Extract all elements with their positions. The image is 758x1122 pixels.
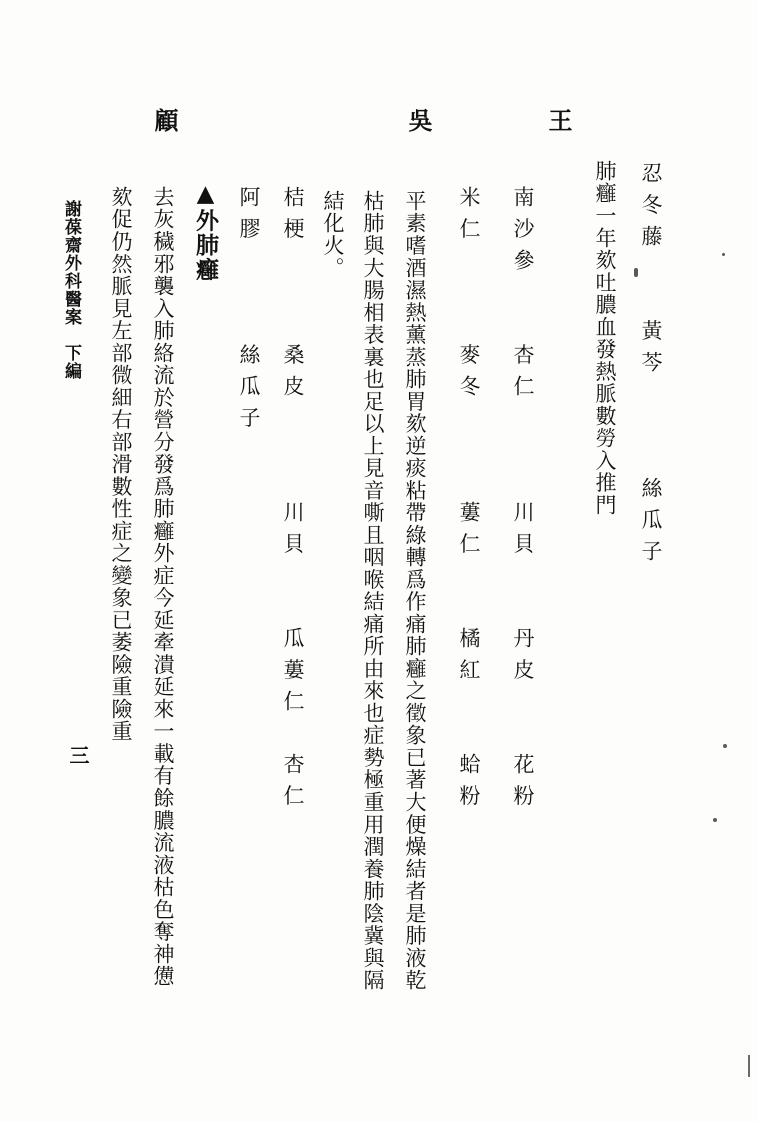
case-wu-text-line-2: 枯肺與大腸相表裏也足以上見音嘶且咽喉結痛所由來也症勢極重用潤養肺陰冀與隔 — [361, 190, 385, 992]
scan-speck — [634, 268, 638, 277]
margin-edge-mark — [748, 1055, 750, 1077]
running-title-footer: 謝葆齋外科醫案 下編 — [61, 200, 81, 381]
patient-label-wu: 吳 — [404, 108, 433, 134]
section-heading-external-lung-abscess: ▲外肺癰 — [192, 180, 219, 282]
case-wang-formula: 忍冬藤 黃芩 絲瓜子 — [639, 162, 663, 572]
scan-speck — [723, 744, 727, 748]
case-gu-text-line-1: 去灰穢邪襲入肺絡流於營分發爲肺癰外症今延牽潰延來一載有餘膿流液枯色奪神憊 — [151, 186, 175, 988]
case-wu-formula-line-1: 南沙參 杏仁 川貝 丹皮 花粉 — [511, 186, 535, 816]
patient-label-wang: 王 — [544, 108, 573, 134]
case-wang-text-line-1: 肺癰一年欬吐膿血發熱脈數勞入推門 — [593, 160, 617, 517]
scan-speck — [722, 253, 725, 256]
patient-label-gu: 顧 — [150, 108, 179, 134]
case-gu-formula-line-2: 阿膠 絲瓜子 — [237, 186, 261, 438]
case-wu-formula-line-2: 米仁 麥冬 蔞仁 橘紅 蛤粉 — [457, 186, 481, 816]
case-wu-text-line-3: 結化火。 — [321, 190, 345, 280]
case-gu-text-line-2: 欬促仍然脈見左部微細右部滑數性症之變象已萎險重險重 — [109, 186, 133, 743]
scan-speck — [713, 818, 717, 822]
case-gu-formula-line-1: 桔梗 桑皮 川貝 瓜蔞仁 杏仁 — [281, 186, 305, 816]
case-wu-text-line-1: 平素嗜酒濕熱薰蒸肺胃欬逆痰粘帶綠轉爲作痛肺癰之徵象已著大便燥結者是肺液乾 — [403, 190, 427, 992]
page-number: 三 — [66, 745, 90, 767]
